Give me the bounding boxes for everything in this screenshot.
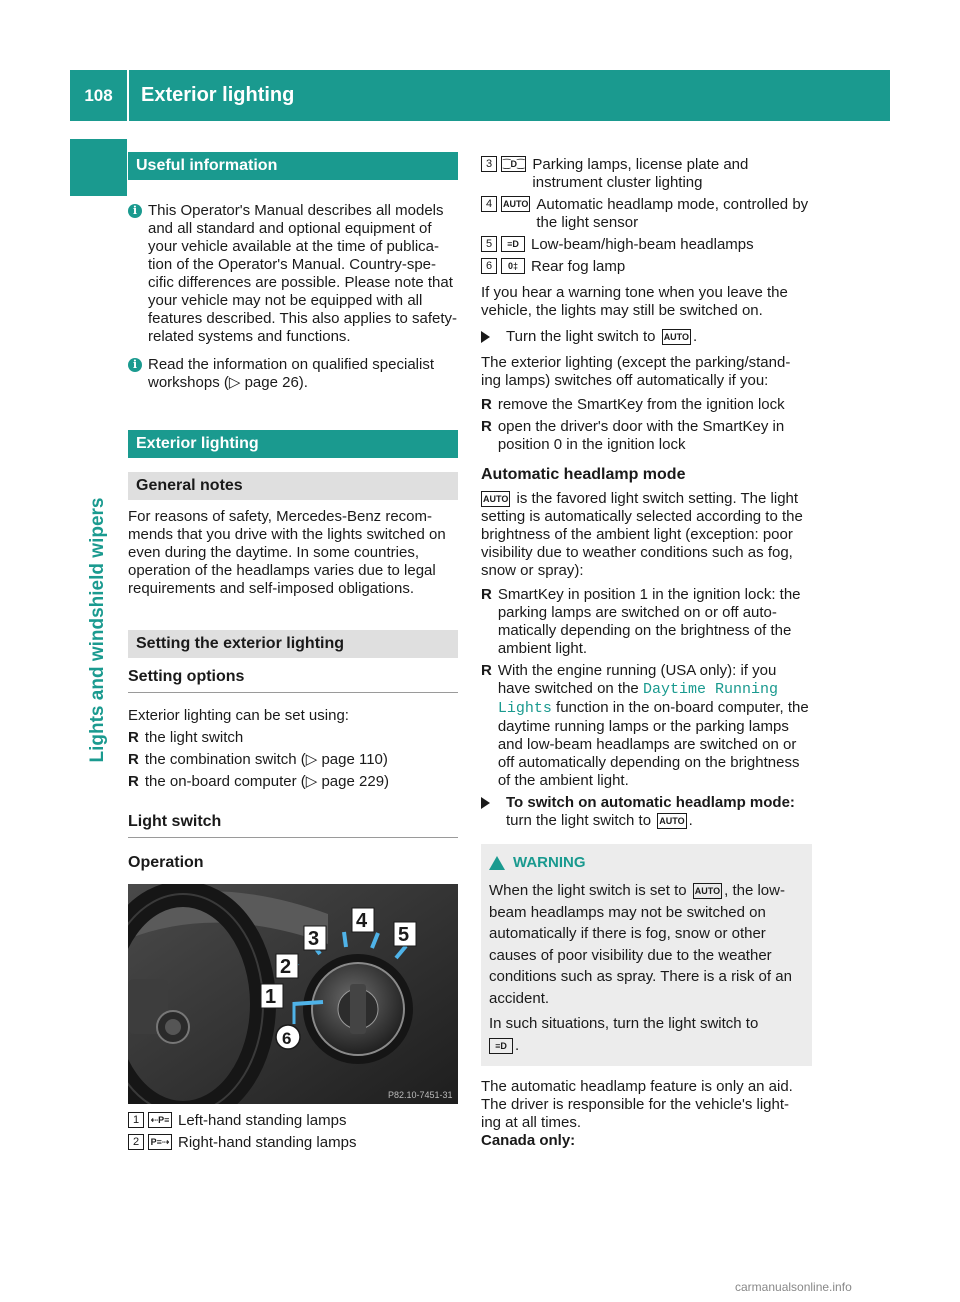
left-column	[128, 152, 458, 1152]
step-switch-on-auto: To switch on automatic headlamp mode: turn the light switch to AUTO .	[481, 794, 812, 830]
key-number: 4	[481, 196, 497, 212]
right-column	[481, 156, 812, 1150]
light-switch-photo	[128, 884, 458, 1104]
aid-text: The automatic headlamp feature is only an aid. The driver is responsible for the vehicle's light- ing at all times.	[481, 1078, 793, 1131]
page-number: 108	[84, 85, 113, 105]
list-item: R SmartKey in position 1 in the ignition lock: the parking lamps are switched on or off auto- matically depending on the brightness of the ambient light.	[481, 586, 801, 657]
exterior-lighting-heading: Exterior lighting	[128, 430, 458, 458]
low-beam-icon: ≡D	[501, 236, 525, 252]
legend-item-6: 6 0‡ Rear fog lamp	[481, 258, 812, 276]
legend-item-2: 2 P≡⇢ Right-hand standing lamps	[128, 1134, 458, 1152]
operation-heading: Operation	[128, 854, 204, 871]
general-notes-heading: General notes	[128, 472, 458, 500]
warning-text-2: In such situations, turn the light switch to ≡D .	[489, 1015, 759, 1054]
page-header	[70, 70, 890, 121]
useful-info-heading: Useful information	[128, 152, 458, 180]
key-number: 5	[481, 236, 497, 252]
info-note-1-text: This Operator's Manual describes all models and all standard and optional equipment of your vehicle available at the time of publica- tion of the Operator's Manual. Country-spe- cific differences are possible. Please note that your vehicle may not be equipped with all features described. This also applies to safety-related systems and functions.	[148, 202, 458, 345]
legend-item-1: 1 ⇠P≡ Left-hand standing lamps	[128, 1112, 458, 1130]
key-number: 2	[128, 1134, 144, 1150]
header-divider	[127, 70, 129, 121]
photo-callout-2: 2	[280, 956, 292, 978]
warning-box	[481, 844, 812, 1066]
info-icon: i	[128, 204, 142, 218]
list-item: R With the engine running (USA only): if you have switched on the Daytime Running Lights function in the on-board computer, the daytime running lamps or the parking lamps and low-beam headlamps are switched on or off automatically depending on the brightness of the ambient light.	[481, 662, 809, 789]
page-title: Exterior lighting	[141, 84, 295, 106]
photo-callout-4: 4	[356, 910, 368, 932]
list-item: R open the driver's door with the SmartKey in position 0 in the ignition lock	[481, 418, 785, 453]
auto-mode-text: AUTO is the favored light switch setting. The light setting is automatically selected according to the brightness of the ambient light (exception: poor visibility due to weather conditions such as fog, snow or spray):	[481, 490, 803, 579]
parking-lamp-icon: ⁐D⁐	[501, 156, 526, 172]
list-item: R the light switch	[128, 729, 244, 746]
step-turn-to-auto: Turn the light switch to AUTO .	[481, 328, 812, 346]
auto-mode-heading: Automatic headlamp mode	[481, 466, 686, 483]
legend-item-3: 3 ⁐D⁐ Parking lamps, license plate and instrument cluster lighting	[481, 156, 812, 192]
photo-code: P82.10-7451-31	[388, 1090, 453, 1100]
general-notes-text: For reasons of safety, Mercedes-Benz recom- mends that you drive with the lights switched on even during the daytime. In some countries, operation of the headlamps varies due to legal requirements and self-imposed obligations.	[128, 508, 446, 597]
photo-callout-1: 1	[265, 986, 277, 1008]
dashboard-illustration	[128, 884, 458, 1104]
setting-lighting-heading: Setting the exterior lighting	[128, 630, 458, 658]
auto-headlamp-icon: AUTO	[657, 813, 686, 829]
info-icon: i	[128, 358, 142, 372]
info-note-2	[128, 356, 458, 392]
warning-text-1: When the light switch is set to AUTO , the low- beam headlamps may not be switched on automatically if there is fog, snow or other causes of poor visibility due to the weather conditions such as spray. There is a risk of an accident.	[489, 882, 792, 1007]
legend-item-4: 4 AUTO Automatic headlamp mode, controlled by the light sensor	[481, 196, 812, 232]
low-beam-icon: ≡D	[489, 1038, 513, 1054]
info-note-1	[128, 202, 458, 346]
auto-off-intro: The exterior lighting (except the parking/stand- ing lamps) switches off automatically if you:	[481, 354, 791, 389]
chapter-tab-marker	[70, 139, 127, 196]
chapter-label: Lights and windshield wipers	[87, 497, 108, 763]
warning-title: WARNING	[489, 854, 804, 872]
warning-tone-text: If you hear a warning tone when you leave the vehicle, the lights may still be switched on.	[481, 284, 788, 319]
key-number: 3	[481, 156, 497, 172]
legend-item-5: 5 ≡D Low-beam/high-beam headlamps	[481, 236, 812, 254]
right-standing-lamp-icon: P≡⇢	[148, 1134, 172, 1150]
canada-label: Canada only:	[481, 1132, 576, 1149]
setting-intro: Exterior lighting can be set using:	[128, 707, 349, 724]
rear-fog-lamp-icon: 0‡	[501, 258, 525, 274]
warning-triangle-icon	[489, 856, 505, 870]
step-arrow-icon	[481, 797, 500, 809]
auto-headlamp-icon: AUTO	[501, 196, 530, 212]
list-item: R the on-board computer (▷ page 229)	[128, 773, 390, 790]
menu-option-daytime-running-lights: Daytime Running Lights	[497, 681, 778, 717]
key-number: 6	[481, 258, 497, 274]
auto-headlamp-icon: AUTO	[481, 491, 510, 507]
photo-callout-3: 3	[308, 928, 320, 950]
setting-options-heading: Setting options	[128, 668, 458, 693]
photo-callout-6: 6	[282, 1029, 292, 1048]
key-number: 1	[128, 1112, 144, 1128]
light-switch-heading: Light switch	[128, 813, 458, 838]
auto-headlamp-icon: AUTO	[693, 883, 722, 899]
photo-callout-5: 5	[398, 924, 410, 946]
info-note-2-text: Read the information on qualified specialist workshops (▷ page 26).	[148, 356, 435, 391]
step-arrow-icon	[481, 331, 500, 343]
list-item: R the combination switch (▷ page 110)	[128, 751, 388, 768]
list-item: R remove the SmartKey from the ignition lock	[481, 396, 785, 413]
left-standing-lamp-icon: ⇠P≡	[148, 1112, 172, 1128]
auto-headlamp-icon: AUTO	[662, 329, 691, 345]
footer-watermark: carmanualsonline.info	[735, 1280, 852, 1294]
